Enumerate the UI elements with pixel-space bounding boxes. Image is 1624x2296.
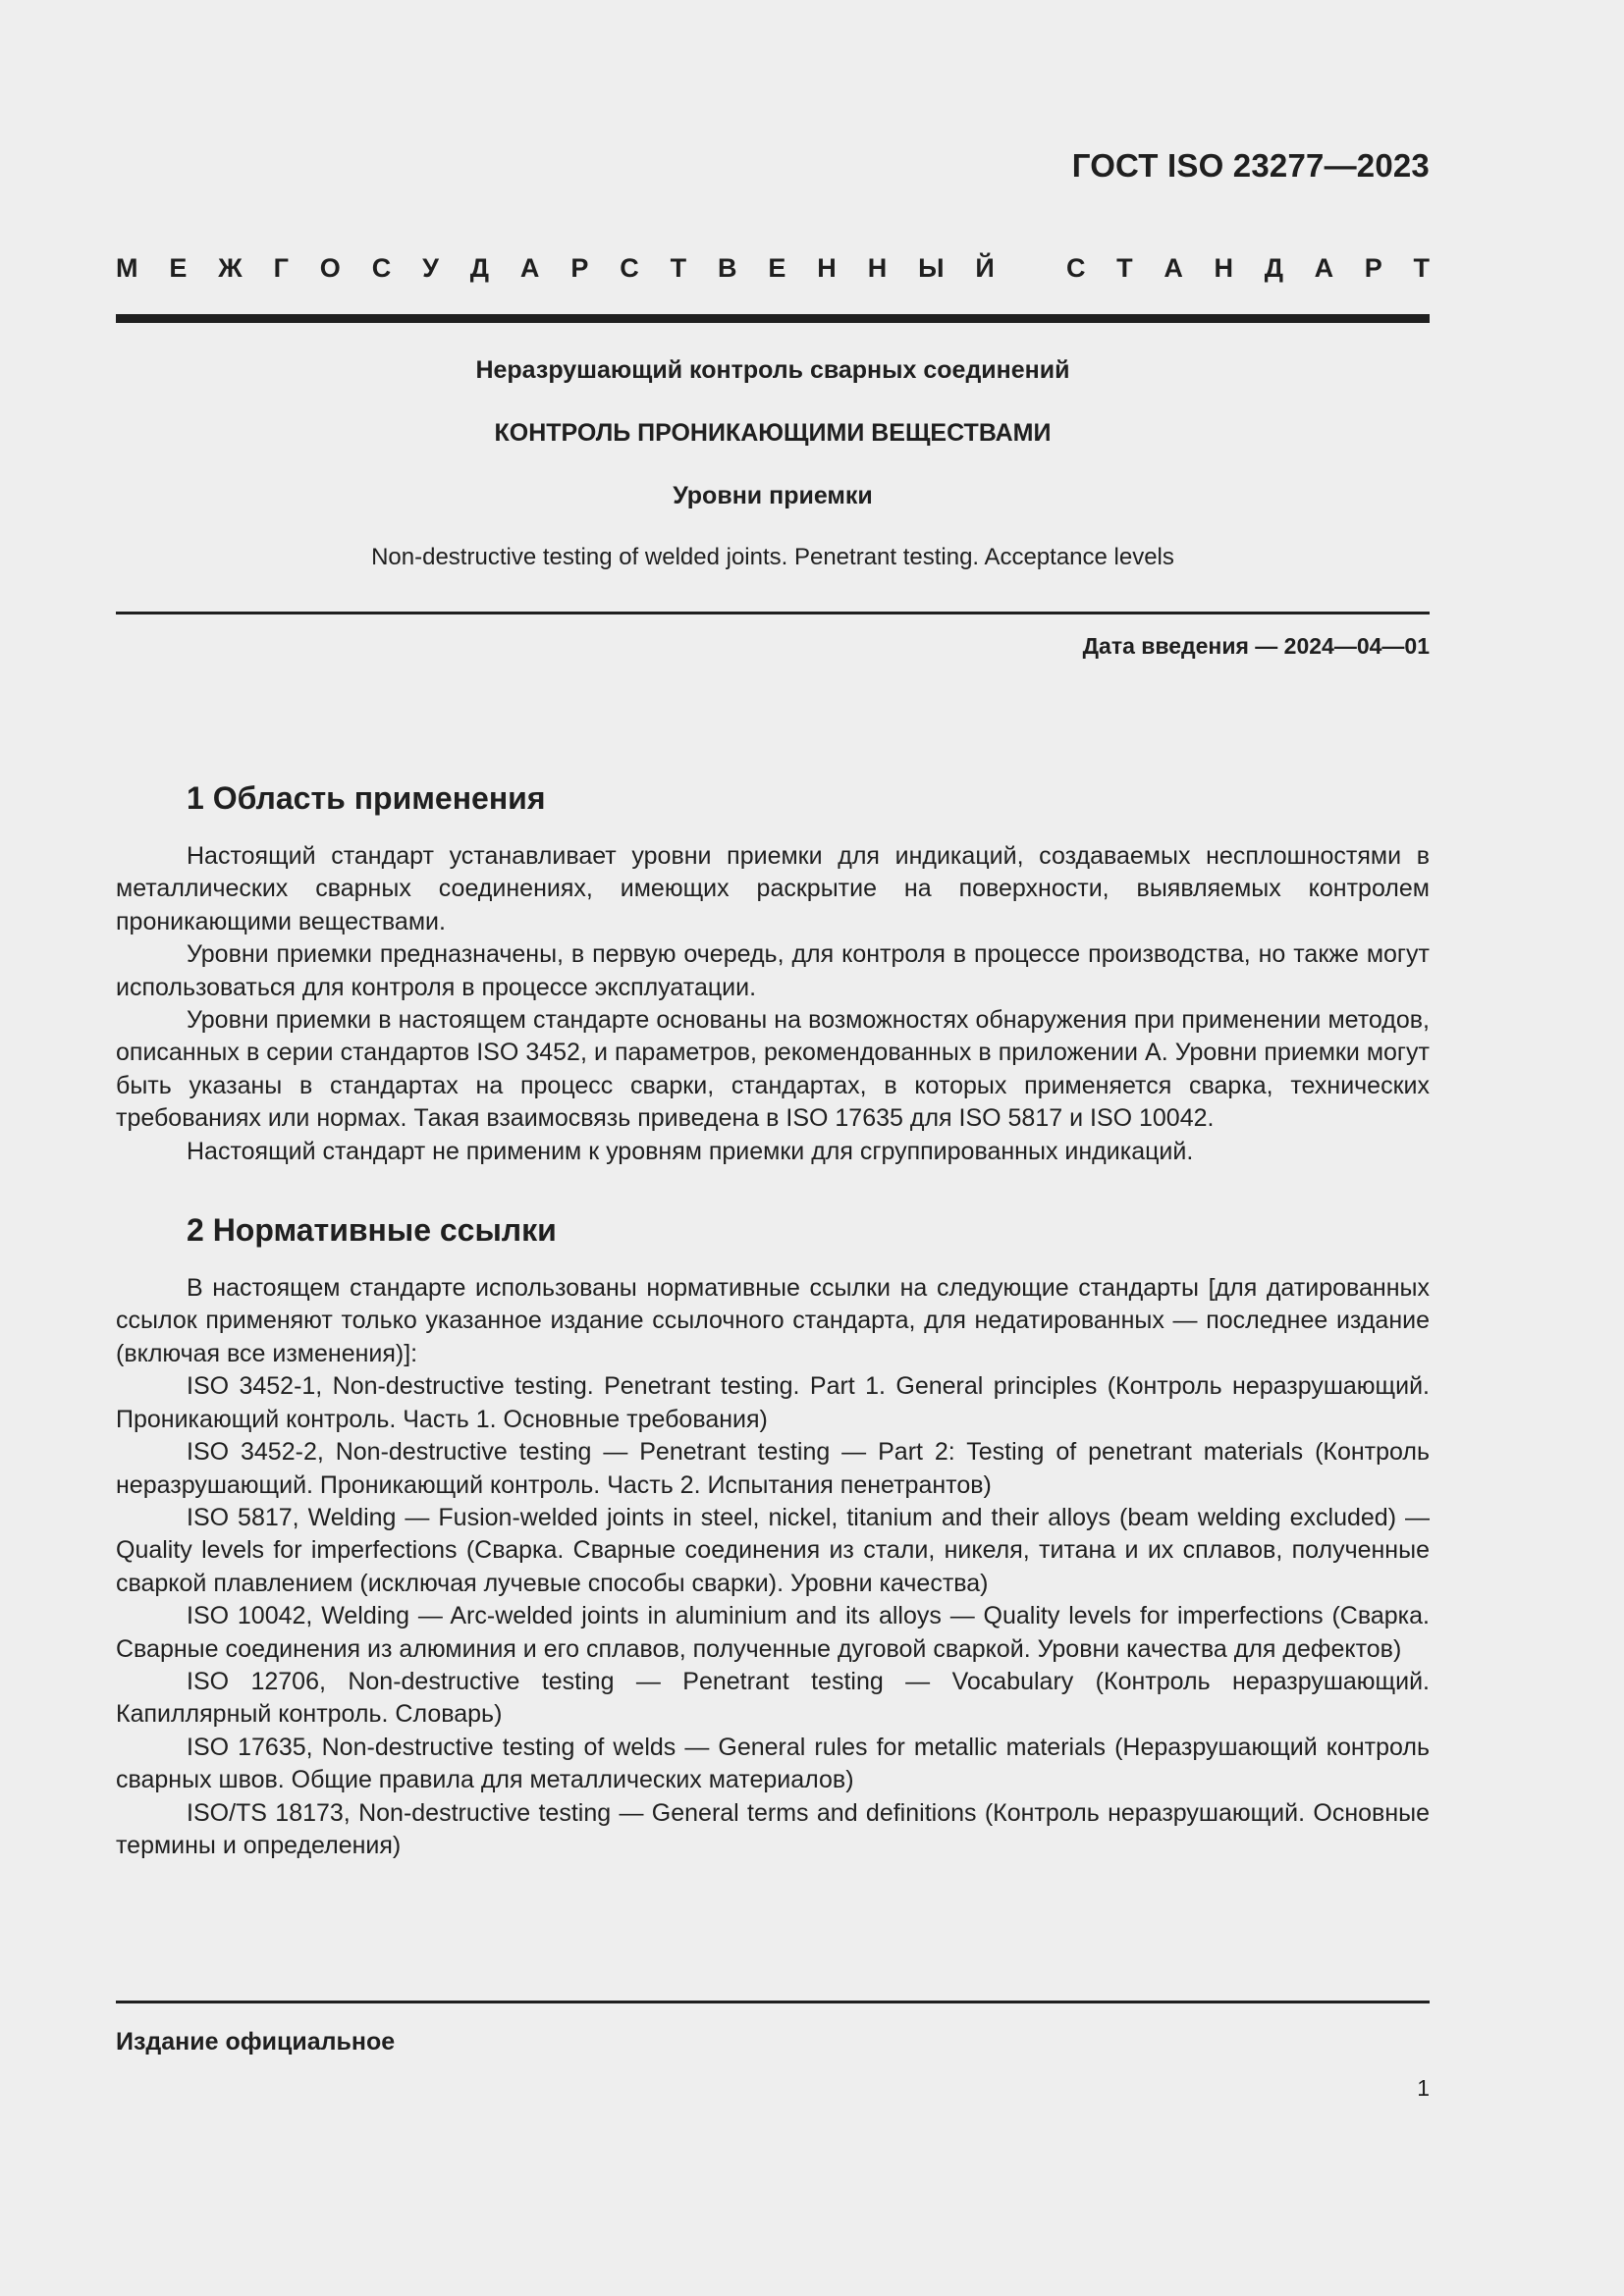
reference-item: ISO 10042, Welding — Arc-welded joints in aluminium and its alloys — Quality levels for imperfections (Сварка. Сварные соединения из алюминия и его сплавов, полученные дуговой сваркой. Уровни качества для дефектов) [116, 1602, 1430, 1663]
letter: О [319, 253, 341, 283]
letter: Ж [218, 253, 243, 283]
page-number: 1 [1417, 2075, 1430, 2101]
section-1-heading: 1 Область применения [187, 780, 546, 816]
document-page [116, 0, 1430, 2296]
reference-item: ISO/TS 18173, Non-destructive testing — General terms and definitions (Контроль неразрушающий. Основные термины и определения) [116, 1798, 1430, 1859]
section-2-heading: 2 Нормативные ссылки [187, 1212, 557, 1249]
letter: Т [1413, 253, 1430, 283]
section-2-body [116, 1272, 1430, 1862]
letter: Ы [918, 253, 945, 283]
letter: Д [469, 253, 490, 283]
letter: У [422, 253, 439, 283]
paragraph: Настоящий стандарт не применим к уровням приемки для сгруппированных индикаций. [187, 1137, 1194, 1165]
standard-word [1066, 253, 1430, 284]
letter: Р [1364, 253, 1382, 283]
letter: М [116, 253, 138, 283]
letter: А [1164, 253, 1183, 283]
document-body [116, 775, 1430, 1862]
letter: Н [867, 253, 888, 283]
letter: Т [1116, 253, 1133, 283]
reference-item: ISO 5817, Welding — Fusion-welded joints in steel, nickel, titanium and their alloys (beam welding excluded) — Quality levels for imperfections (Сварка. Сварные соединения из стали, никеля, титана и их сплавов, полученные сваркой плавлением (исключая лучевые способы сварки). Уровни качества) [116, 1503, 1430, 1597]
letter: В [718, 253, 737, 283]
letter: С [1066, 253, 1086, 283]
letter: А [519, 253, 540, 283]
letter: Н [1214, 253, 1234, 283]
letter: С [371, 253, 392, 283]
reference-item: ISO 3452-1, Non-destructive testing. Penetrant testing. Part 1. General principles (Контроль неразрушающий. Проникающий контроль. Часть 1. Основные требования) [116, 1372, 1430, 1433]
paragraph: Настоящий стандарт устанавливает уровни приемки для индикаций, создаваемых несплошностями в металлических сварных соединениях, имеющих раскрытие на поверхности, выявляемых контролем проникающими веществами. [116, 842, 1430, 935]
reference-item: ISO 17635, Non-destructive testing of welds — General rules for metallic materials (Неразрушающий контроль сварных швов. Общие правила для металлических материалов) [116, 1733, 1430, 1794]
letter: А [1314, 253, 1334, 283]
english-title: Non-destructive testing of welded joints. Penetrant testing. Acceptance levels [371, 544, 1174, 570]
interstate-word [116, 253, 995, 284]
letter: Т [670, 253, 687, 283]
letter: Й [975, 253, 995, 283]
paragraph: В настоящем стандарте использованы нормативные ссылки на следующие стандарты [для датированных ссылок применяют только указанное издание ссылочного стандарта, для недатированных — последнее издание (включая все изменения)]: [116, 1274, 1430, 1367]
title-line-3: Уровни приемки [673, 482, 873, 509]
letter: Е [169, 253, 188, 283]
paragraph: Уровни приемки предназначены, в первую очередь, для контроля в процессе производства, но также могут использоваться для контроля в процессе эксплуатации. [116, 940, 1430, 1001]
standard-number: ГОСТ ISO 23277—2023 [1071, 147, 1430, 184]
header-thick-rule [116, 314, 1430, 323]
footer-rule [116, 2001, 1430, 2003]
paragraph: Уровни приемки в настоящем стандарте основаны на возможностях обнаружения при применении методов, описанных в серии стандартов ISO 3452, и параметров, рекомендованных в приложении А. Уровни приемки могут быть указаны в стандартах на процесс сварки, стандартах, в которых применяется сварка, технических требованиях или нормах. Такая взаимосвязь приведена в ISO 17635 для ISO 5817 и ISO 10042. [116, 1006, 1430, 1133]
section-1-body [116, 840, 1430, 1168]
title-rule [116, 612, 1430, 614]
reference-item: ISO 3452-2, Non-destructive testing — Penetrant testing — Part 2: Testing of penetrant materials (Контроль неразрушающий. Проникающий контроль. Часть 2. Испытания пенетрантов) [116, 1438, 1430, 1499]
letter: С [620, 253, 639, 283]
letter: Д [1264, 253, 1283, 283]
title-line-2: КОНТРОЛЬ ПРОНИКАЮЩИМИ ВЕЩЕСТВАМИ [494, 419, 1052, 447]
title-line-1: Неразрушающий контроль сварных соединений [475, 356, 1070, 384]
letter: Н [817, 253, 837, 283]
official-edition-label: Издание официальное [116, 2028, 396, 2056]
introduction-date: Дата введения — 2024—04—01 [1082, 633, 1430, 659]
letter: Г [273, 253, 289, 283]
letter: Е [768, 253, 786, 283]
letter: Р [570, 253, 589, 283]
interstate-standard-label [116, 253, 1430, 284]
title-block [116, 353, 1430, 574]
reference-item: ISO 12706, Non-destructive testing — Penetrant testing — Vocabulary (Контроль неразрушающий. Капиллярный контроль. Словарь) [116, 1667, 1430, 1729]
